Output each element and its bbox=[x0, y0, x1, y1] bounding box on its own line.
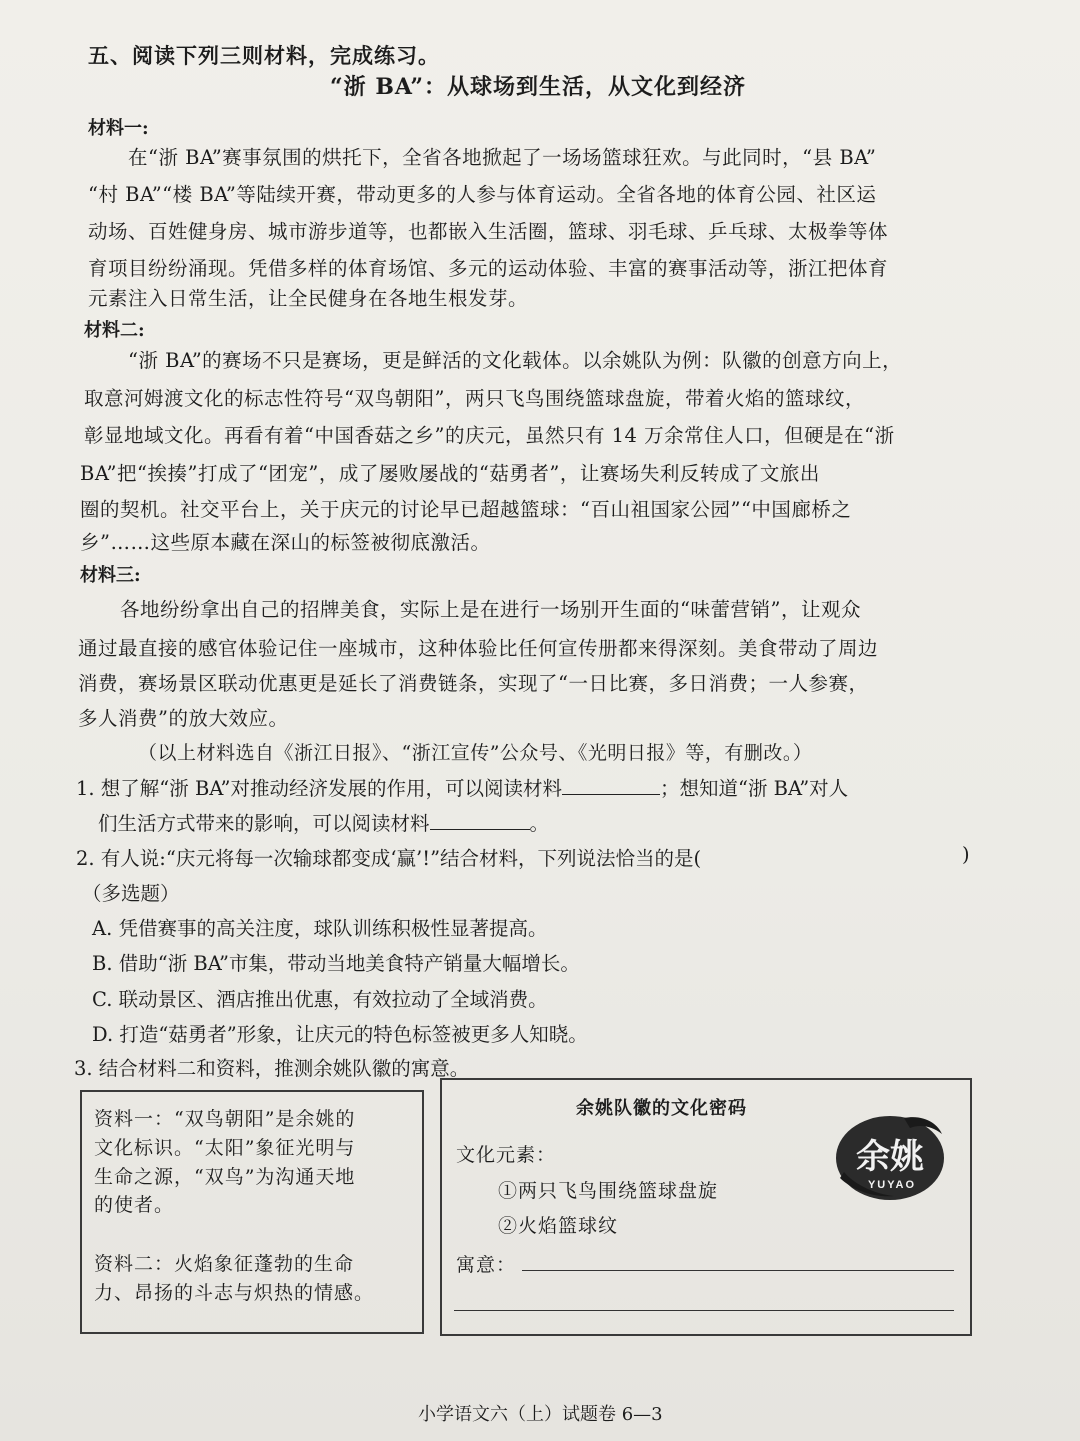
material2-line: “浙 BA”的赛场不只是赛场，更是鲜活的文化载体。以余姚队为例：队徽的创意方向上， bbox=[128, 349, 903, 372]
option-c[interactable]: C. 联动景区、酒店推出优惠，有效拉动了全域消费。 bbox=[92, 988, 548, 1011]
option-b[interactable]: B. 借助“浙 BA”市集，带动当地美食特产销量大幅增长。 bbox=[92, 952, 580, 975]
material2-line: 彰显地域文化。再看有着“中国香菇之乡”的庆元，虽然只有 14 万余常住人口，但硬是在“浙 bbox=[84, 424, 895, 447]
q1-text-part1: 1. 想了解“浙 BA”对推动经济发展的作用，可以阅读材料 bbox=[76, 777, 562, 800]
question-2-close-paren: ) bbox=[962, 843, 970, 866]
answer-line-1[interactable] bbox=[522, 1270, 954, 1271]
logo-main-text: 余姚 bbox=[856, 1138, 924, 1176]
culture-element-1: ①两只飞鸟围绕篮球盘旋 bbox=[498, 1180, 719, 1202]
resource1-line: 资料一：“双鸟朝阳”是余姚的 bbox=[94, 1108, 356, 1130]
question-1-line1 bbox=[76, 773, 848, 801]
resource2-line: 力、昂扬的斗志与炽热的情感。 bbox=[94, 1282, 375, 1304]
question-2-stem: 2. 有人说:“庆元将每一次输球都变成‘赢’!”结合材料，下列说法恰当的是( bbox=[76, 847, 702, 870]
resource1-line: 生命之源，“双鸟”为沟通天地 bbox=[94, 1166, 356, 1188]
q1-text-part2: ；想知道“浙 BA”对人 bbox=[660, 777, 849, 800]
q1-text-part4: 。 bbox=[529, 812, 550, 835]
q1-text-part3: 们生活方式带来的影响，可以阅读材料 bbox=[98, 812, 430, 835]
material2-line: 取意河姆渡文化的标志性符号“双鸟朝阳”，两只飞鸟围绕篮球盘旋，带着火焰的篮球纹， bbox=[84, 387, 865, 410]
option-d[interactable]: D. 打造“菇勇者”形象，让庆元的特色标签被更多人知晓。 bbox=[92, 1023, 588, 1046]
q1-blank-2[interactable] bbox=[430, 811, 530, 830]
culture-elements-label: 文化元素： bbox=[456, 1144, 557, 1166]
material1-line: “村 BA”“楼 BA”等陆续开赛，带动更多的人参与体育运动。全省各地的体育公园、社区运 bbox=[88, 183, 877, 206]
material2-label: 材料二: bbox=[84, 320, 145, 341]
material1-line: 动场、百姓健身房、城市游步道等，也都嵌入生活圈，篮球、羽毛球、乒乓球、太极拳等体 bbox=[88, 220, 889, 243]
material2-line: 乡”……这些原本藏在深山的标签被彻底激活。 bbox=[80, 531, 491, 554]
question-2-note: （多选题） bbox=[82, 882, 180, 905]
page-footer: 小学语文六（上）试题卷 6—3 bbox=[418, 1404, 663, 1425]
material1-line: 元素注入日常生活，让全民健身在各地生根发芽。 bbox=[88, 287, 529, 310]
logo-sub-text: YUYAO bbox=[867, 1179, 917, 1191]
material2-line: BA”把“挨揍”打成了“团宠”，成了屡败屡战的“菇勇者”，让赛场失利反转成了文旅出 bbox=[80, 462, 820, 485]
material2-line: 圈的契机。社交平台上，关于庆元的讨论早已超越篮球：“百山祖国家公园”“中国廊桥之 bbox=[80, 498, 852, 521]
question-1-line2 bbox=[98, 808, 549, 836]
resource2-line: 资料二：火焰象征蓬勃的生命 bbox=[94, 1253, 355, 1275]
material1-label: 材料一: bbox=[88, 118, 149, 139]
logo-graphic bbox=[834, 1112, 946, 1202]
yuyao-team-logo bbox=[834, 1112, 946, 1202]
material3-line: 消费，赛场景区联动优惠更是延长了消费链条，实现了“一日比赛，多日消费；一人参赛， bbox=[78, 672, 869, 695]
source-note: （以上材料选自《浙江日报》、“浙江宣传”公众号、《光明日报》等，有删改。） bbox=[138, 742, 813, 764]
material3-line: 各地纷纷拿出自己的招牌美食，实际上是在进行一场别开生面的“味蕾营销”，让观众 bbox=[120, 598, 861, 621]
material3-line: 多人消费”的放大效应。 bbox=[78, 707, 289, 730]
option-a[interactable]: A. 凭借赛事的高关注度，球队训练积极性显著提高。 bbox=[92, 917, 548, 940]
material3-line: 通过最直接的感官体验记住一座城市，这种体验比任何宣传册都来得深刻。美食带动了周边 bbox=[78, 637, 879, 660]
meaning-label: 寓意： bbox=[456, 1254, 517, 1276]
material1-line: 育项目纷纷涌现。凭借多样的体育场馆、多元的运动体验、丰富的赛事活动等，浙江把体育 bbox=[88, 257, 889, 280]
main-title: “浙 BA”：从球场到生活，从文化到经济 bbox=[330, 74, 747, 100]
culture-element-2: ②火焰篮球纹 bbox=[498, 1215, 619, 1237]
resource1-line: 文化标识。“太阳”象征光明与 bbox=[94, 1137, 356, 1159]
q1-blank-1[interactable] bbox=[562, 776, 660, 795]
section-title: 五、阅读下列三则材料，完成练习。 bbox=[88, 43, 440, 68]
culture-code-title: 余姚队徽的文化密码 bbox=[576, 1098, 747, 1119]
material3-label: 材料三: bbox=[80, 565, 141, 586]
question-3-stem: 3. 结合材料二和资料，推测余姚队徽的寓意。 bbox=[74, 1057, 470, 1080]
material1-line: 在“浙 BA”赛事氛围的烘托下，全省各地掀起了一场场篮球狂欢。与此同时，“县 BA” bbox=[128, 146, 877, 169]
answer-line-2[interactable] bbox=[454, 1310, 954, 1311]
resource1-line: 的使者。 bbox=[94, 1194, 175, 1216]
